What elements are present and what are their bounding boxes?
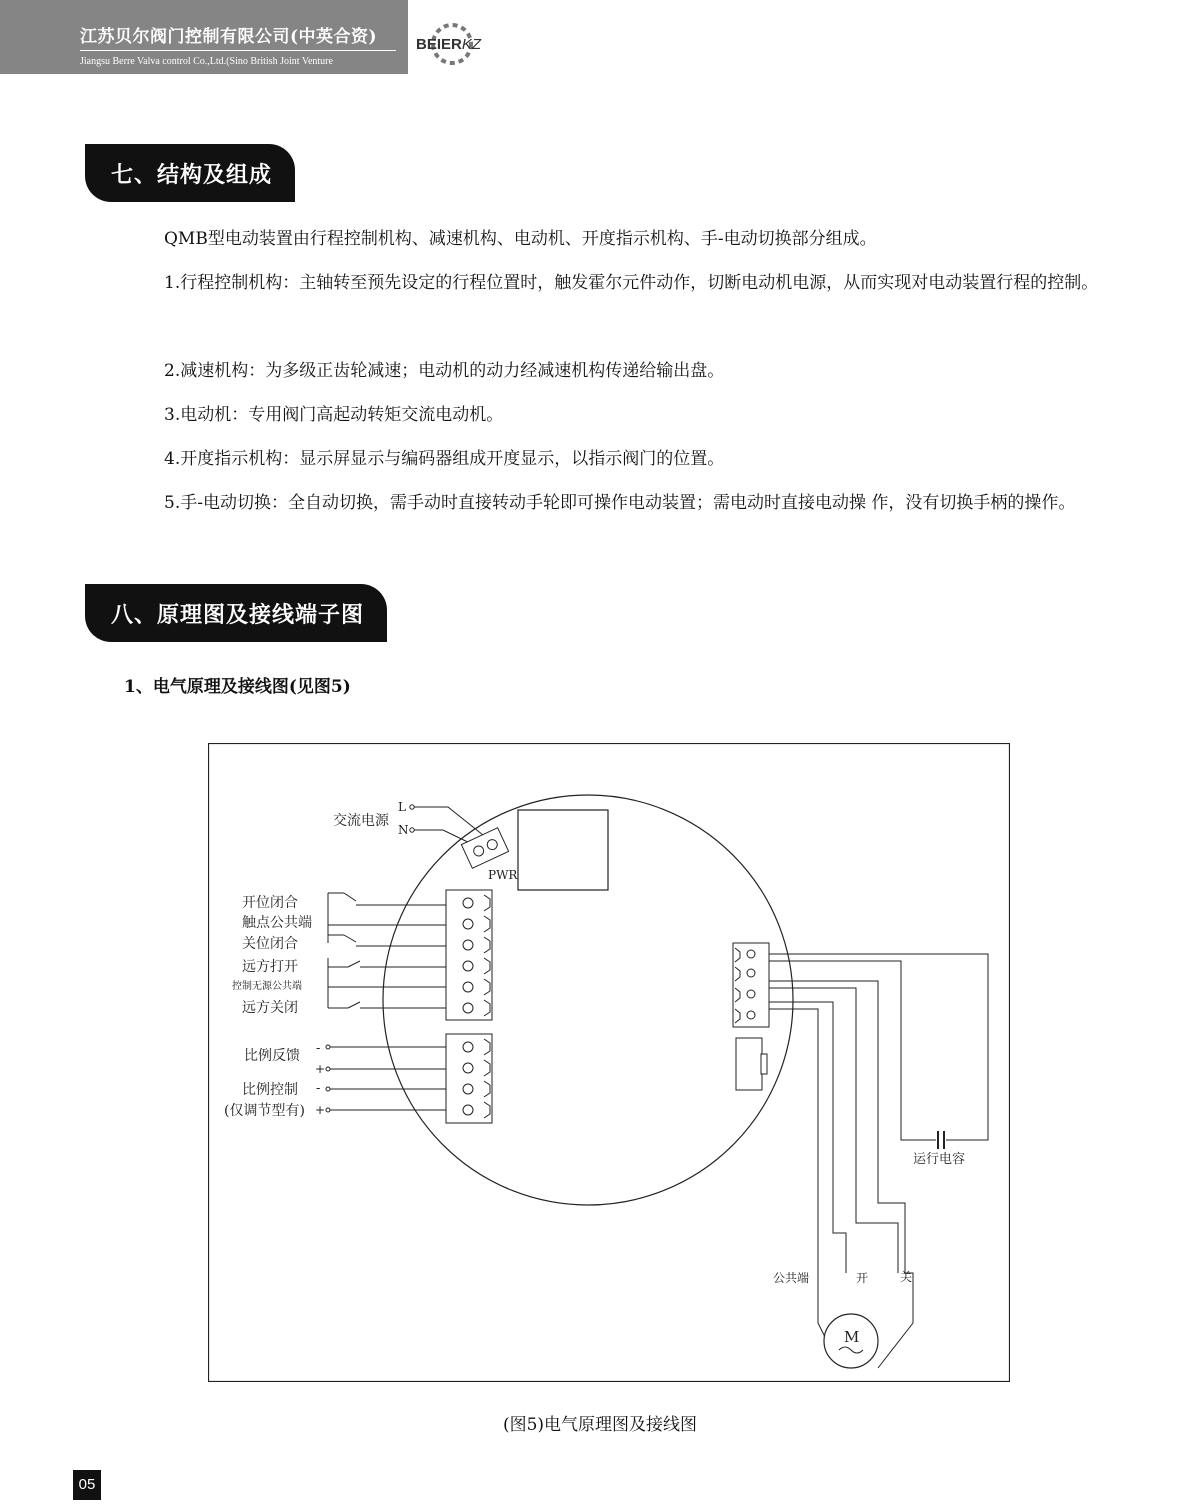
paragraph-indicator: 4.开度指示机构：显示屏显示与编码器组成开度显示，以指示阀门的位置。 — [164, 449, 725, 469]
feedback-plus: + — [315, 1062, 326, 1076]
company-name-cn: 江苏贝尔阀门控制有限公司(中英合资) — [80, 27, 378, 47]
ac-power-label: 交流电源 — [333, 813, 389, 829]
subheading-wiring: 1、电气原理及接线图(见图5) — [124, 677, 351, 697]
terminal-block-motor — [733, 943, 769, 1027]
header-band — [0, 0, 408, 74]
label-remote-close: 远方关闭 — [242, 1000, 298, 1016]
motor-symbol — [824, 1314, 878, 1368]
label-feedback: 比例反馈 — [244, 1048, 300, 1064]
wiring-diagram — [208, 743, 1010, 1382]
logo-text: BEIERKZ — [416, 36, 482, 53]
header-divider — [80, 50, 396, 51]
motor-close-label: 关 — [900, 1270, 913, 1284]
paragraph-switch: 5.手-电动切换：全自动切换，需手动时直接转动手轮即可操作电动装置；需电动时直接电动操 作，没有切换手柄的操作。 — [164, 493, 1076, 513]
paragraph-reduction: 2.减速机构：为多级正齿轮减速；电动机的动力经减速机构传递给输出盘。 — [164, 361, 725, 381]
label-remote-open: 远方打开 — [242, 959, 298, 975]
motor-label: M — [844, 1328, 860, 1346]
terminal-block-analog — [446, 1034, 492, 1123]
feedback-minus: - — [316, 1041, 321, 1056]
pwr-label: PWR — [488, 868, 518, 882]
motor-open-label: 开 — [856, 1271, 869, 1285]
control-minus: - — [316, 1081, 321, 1096]
label-control: 比例控制 — [242, 1082, 298, 1098]
terminal-block-digital — [446, 890, 492, 1020]
l-label: L — [398, 800, 406, 814]
control-plus: + — [315, 1103, 326, 1117]
label-passive-common: 控制无源公共端 — [232, 981, 302, 992]
company-name-en: Jiangsu Berre Valva control Co.,Ltd.(Sino British Joint Venture — [80, 56, 333, 67]
section-7-title: 七、结构及组成 — [85, 144, 295, 202]
label-common: 触点公共端 — [242, 915, 312, 931]
figure-caption: (图5)电气原理图及接线图 — [502, 1415, 698, 1435]
company-logo — [412, 20, 498, 72]
label-adjust-only: (仅调节型有) — [224, 1103, 305, 1119]
connector-box — [736, 1038, 762, 1090]
diagram-frame — [209, 744, 1010, 1382]
page-number: 05 — [73, 1470, 101, 1500]
label-close-close: 关位闭合 — [242, 936, 298, 952]
motor-common-label: 公共端 — [773, 1271, 810, 1285]
paragraph-intro: QMB型电动装置由行程控制机构、减速机构、电动机、开度指示机构、手-电动切换部分组成。 — [164, 229, 877, 249]
display-box — [518, 810, 608, 890]
section-8-title: 八、原理图及接线端子图 — [85, 584, 387, 642]
n-label: N — [398, 823, 409, 837]
label-open-close: 开位闭合 — [242, 895, 298, 911]
paragraph-travel-control: 1.行程控制机构：主轴转至预先设定的行程位置时，触发霍尔元件动作，切断电动机电源，从而实现对电动装置行程的控制。 — [164, 273, 1099, 293]
paragraph-motor: 3.电动机：专用阀门高起动转矩交流电动机。 — [164, 405, 504, 425]
capacitor-label: 运行电容 — [913, 1152, 966, 1167]
